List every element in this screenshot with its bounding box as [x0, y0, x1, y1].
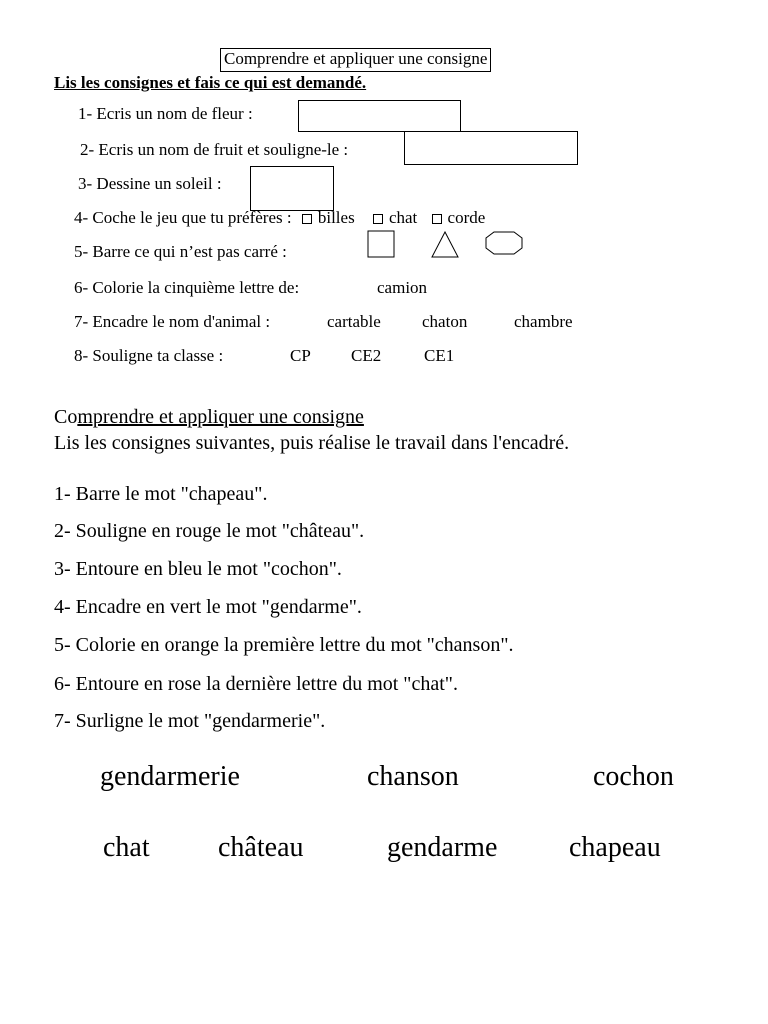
section2-title-prefix: Co	[54, 406, 78, 428]
checkbox-chat[interactable]	[373, 214, 383, 224]
word-cochon[interactable]: cochon	[593, 761, 674, 792]
octagon-shape[interactable]	[486, 232, 522, 254]
shapes-row	[360, 226, 530, 262]
option-corde[interactable]	[432, 208, 486, 227]
flower-answer-box[interactable]	[298, 100, 461, 132]
item-4	[74, 208, 485, 228]
word-gendarmerie[interactable]: gendarmerie	[100, 761, 240, 792]
word-chanson[interactable]: chanson	[367, 761, 459, 792]
square-shape[interactable]	[368, 231, 394, 257]
checkbox-corde[interactable]	[432, 214, 442, 224]
option-corde-label: corde	[447, 208, 486, 227]
item-5: 5- Barre ce qui n’est pas carré :	[74, 242, 287, 261]
word-chambre[interactable]: chambre	[514, 312, 573, 331]
item-1: 1- Ecris un nom de fleur :	[78, 104, 253, 123]
checkbox-billes[interactable]	[302, 214, 312, 224]
word-chateau[interactable]: château	[218, 832, 304, 863]
option-billes-label: billes	[317, 208, 355, 227]
triangle-shape[interactable]	[432, 232, 458, 257]
option-chat[interactable]	[373, 208, 417, 227]
section2-title	[54, 405, 364, 429]
item-2: 2- Ecris un nom de fruit et souligne-le :	[80, 140, 349, 159]
item-4-label: 4- Coche le jeu que tu préfères :	[74, 208, 292, 227]
word-gendarme[interactable]: gendarme	[387, 832, 498, 863]
word-chat[interactable]: chat	[103, 832, 150, 863]
item-6: 6- Colorie la cinquième lettre de:	[74, 278, 300, 297]
word-ce1[interactable]: CE1	[424, 346, 455, 365]
word-chaton[interactable]: chaton	[422, 312, 468, 331]
section2-intro: Lis les consignes suivantes, puis réalise le travail dans l'encadré.	[54, 432, 570, 454]
instruction-5: 5- Colorie en orange la première lettre du mot "chanson".	[54, 634, 514, 656]
item-8: 8- Souligne ta classe :	[74, 346, 224, 365]
item-3: 3- Dessine un soleil :	[78, 174, 222, 193]
word-cartable[interactable]: cartable	[327, 312, 381, 331]
instruction-2: 2- Souligne en rouge le mot "château".	[54, 520, 365, 542]
instruction-1: 1- Barre le mot "chapeau".	[54, 483, 268, 505]
item-7: 7- Encadre le nom d'animal :	[74, 312, 271, 331]
word-cp[interactable]: CP	[290, 346, 311, 365]
instruction-3: 3- Entoure en bleu le mot "cochon".	[54, 558, 342, 580]
option-billes[interactable]	[302, 208, 355, 227]
section2-title-rest: mprendre et appliquer une consigne	[77, 406, 364, 428]
word-chapeau[interactable]: chapeau	[569, 832, 661, 863]
instruction-7: 7- Surligne le mot "gendarmerie".	[54, 710, 326, 732]
word-camion[interactable]: camion	[377, 278, 428, 297]
instruction-4: 4- Encadre en vert le mot "gendarme".	[54, 596, 362, 618]
header-title-box	[220, 48, 491, 72]
word-ce2[interactable]: CE2	[351, 346, 382, 365]
section1-subtitle: Lis les consignes et fais ce qui est demandé.	[54, 73, 367, 92]
header-title: Comprendre et appliquer une consigne	[224, 49, 488, 68]
option-chat-label: chat	[388, 208, 418, 227]
instruction-6: 6- Entoure en rose la dernière lettre du mot "chat".	[54, 673, 458, 695]
sun-drawing-box[interactable]	[250, 166, 334, 211]
fruit-answer-box[interactable]	[404, 131, 578, 165]
